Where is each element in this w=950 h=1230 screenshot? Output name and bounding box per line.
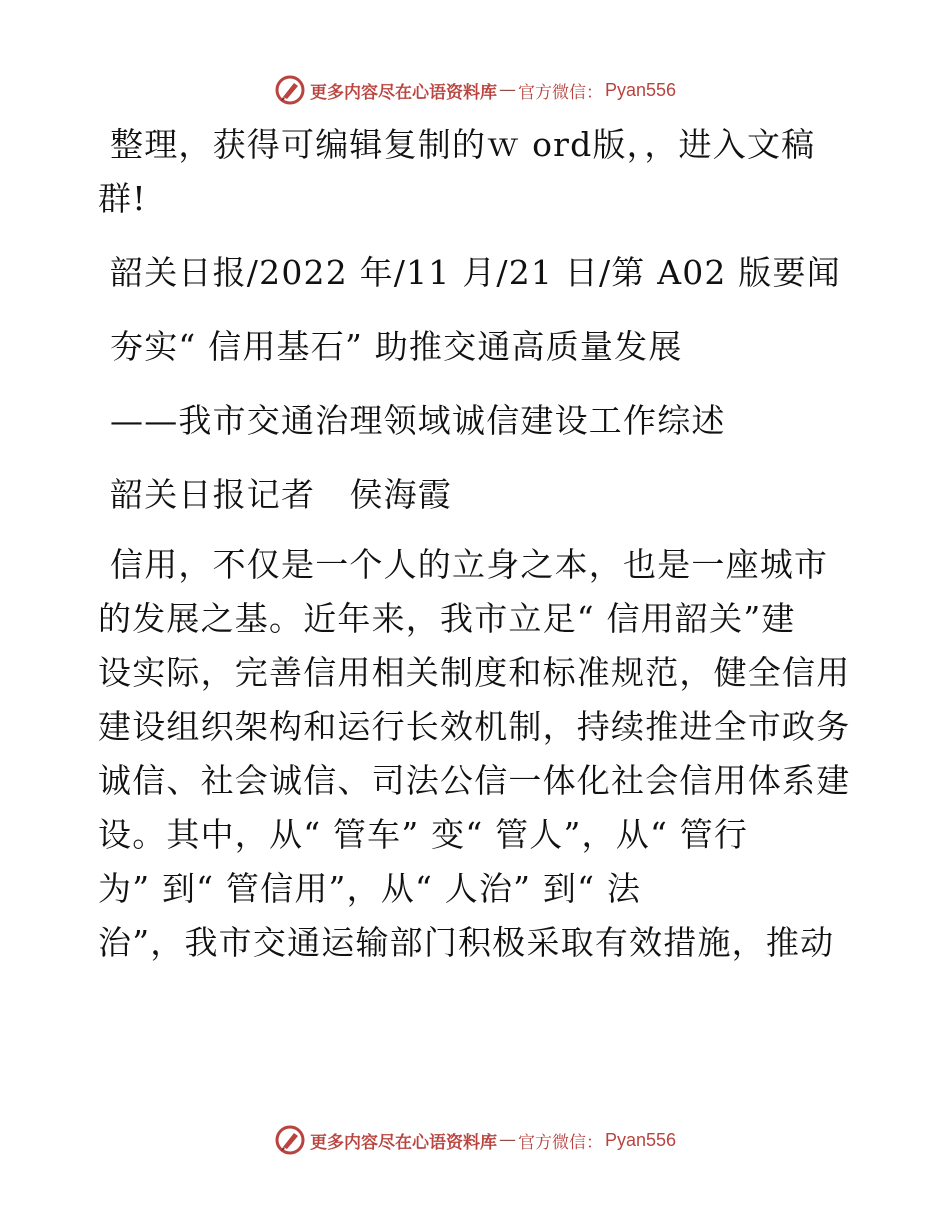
footer-watermark-banner — [0, 1120, 950, 1160]
body-line: 诚信、社会诚信、司法公信一体化社会信用体系建 — [98, 761, 851, 800]
header-watermark-banner — [0, 70, 950, 110]
watermark-text: 更多内容尽在心语资料库 — [309, 1132, 497, 1153]
body-line: 设实际，完善信用相关制度和标准规范，健全信用 — [98, 653, 851, 692]
body-line: 为” 到“ 管信用”，从“ 人治” 到“ 法 — [98, 869, 642, 908]
watermark-text: 更多内容尽在心语资料库 — [309, 82, 497, 103]
body-line: 建设组织架构和运行长效机制，持续推进全市政务 — [98, 707, 851, 746]
watermark-wechat-id: Pyan556 — [604, 1129, 677, 1150]
byline: 韶关日报记者 侯海霞 — [110, 475, 452, 514]
pen-logo-icon — [274, 74, 306, 106]
intro-line-1: 整理，获得可编辑复制的ｗ ord版，，进入文稿 — [110, 125, 816, 164]
watermark-wechat-label: 官方微信： — [517, 1132, 603, 1153]
body-line: 信用，不仅是一个人的立身之本，也是一座城市 — [110, 545, 829, 584]
body-line: 设。其中，从“ 管车” 变“ 管人”，从“ 管行 — [98, 815, 749, 854]
subheadline: ——我市交通治理领域诚信建设工作综述 — [110, 401, 726, 440]
watermark-dash: — — [498, 1130, 516, 1150]
watermark-dash: — — [498, 80, 516, 100]
watermark-wechat-label: 官方微信： — [517, 82, 603, 103]
intro-line-2: 群! — [98, 179, 147, 218]
pen-logo-icon — [274, 1124, 306, 1156]
source-line: 韶关日报/2022 年/11 月/21 日/第 A02 版要闻 — [110, 253, 841, 292]
headline: 夯实“ 信用基石” 助推交通高质量发展 — [110, 327, 683, 366]
body-line: 治”，我市交通运输部门积极采取有效措施，推动 — [98, 923, 835, 962]
document-body — [98, 118, 858, 970]
watermark-wechat-id: Pyan556 — [604, 79, 677, 100]
body-line: 的发展之基。近年来，我市立足“ 信用韶关”建 — [98, 599, 796, 638]
